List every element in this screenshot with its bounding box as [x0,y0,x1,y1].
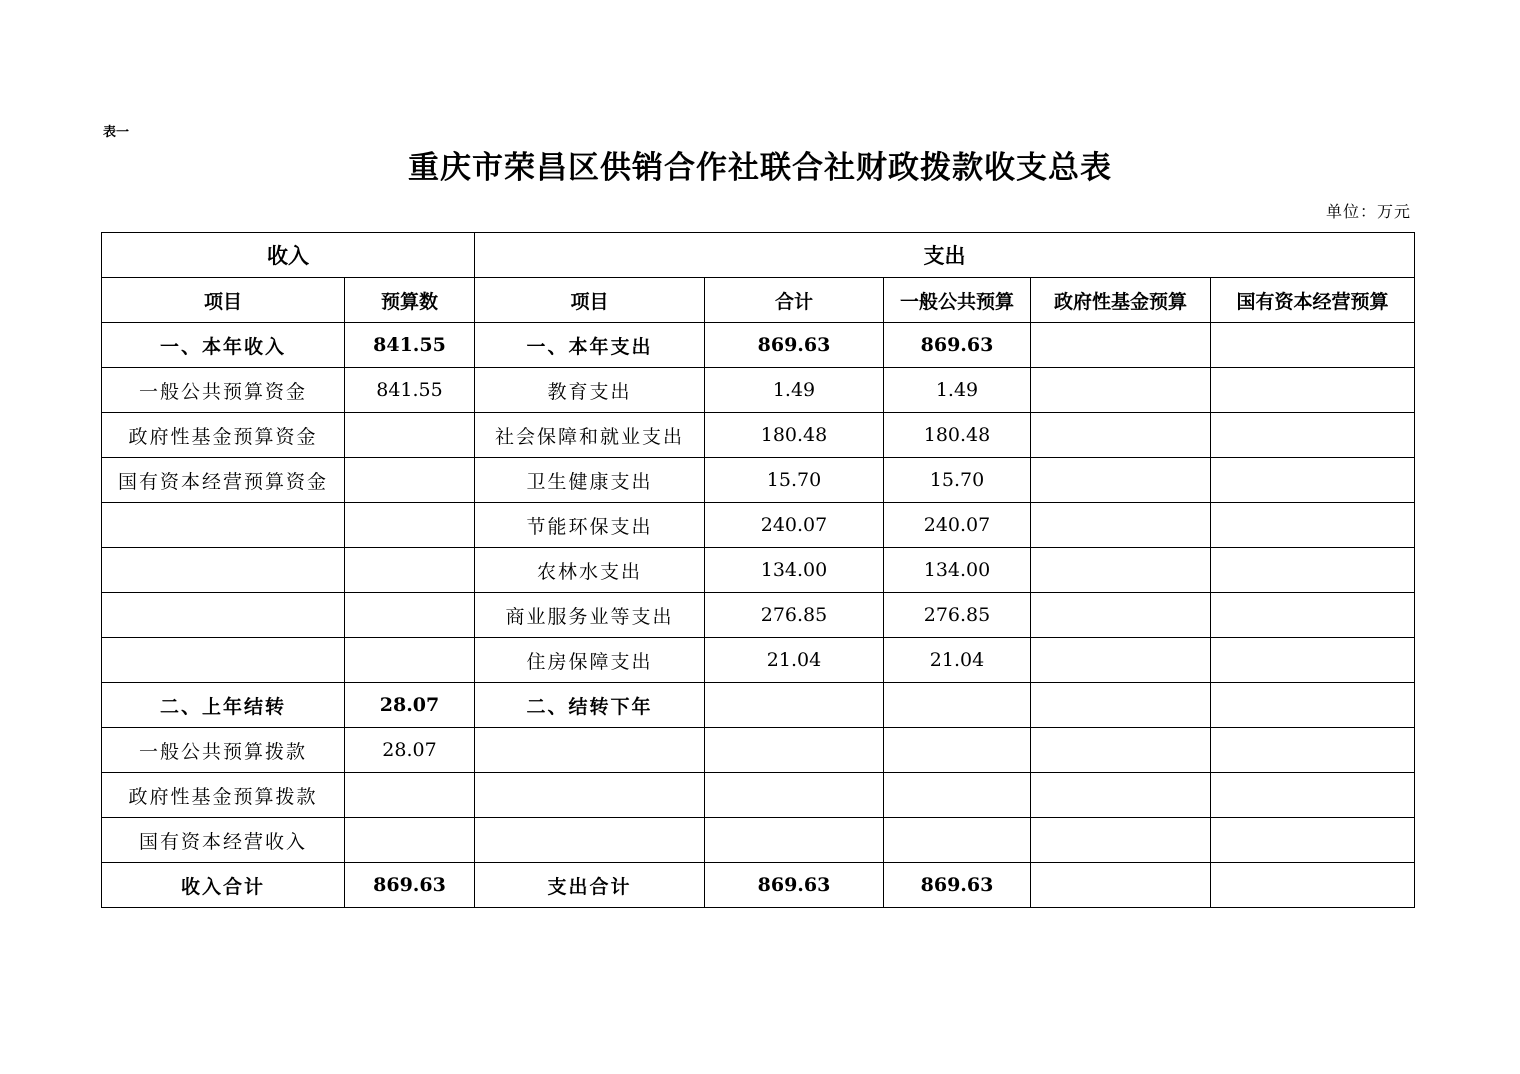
general-budget-cell: 276.85 [884,593,1031,638]
total-cell: 1.49 [705,368,884,413]
expenditure-item-cell [475,818,705,863]
column-header-fund-budget: 政府性基金预算 [1031,278,1211,323]
state-capital-budget-cell [1211,458,1415,503]
table-row [102,638,1415,683]
budget-summary-table [101,232,1415,908]
state-capital-budget-cell [1211,323,1415,368]
fund-budget-cell [1031,323,1211,368]
income-budget-cell [345,413,475,458]
fund-budget-cell [1031,728,1211,773]
fund-budget-cell [1031,683,1211,728]
state-capital-budget-cell [1211,413,1415,458]
expenditure-item-cell: 教育支出 [475,368,705,413]
table-row [102,503,1415,548]
column-header-state-capital-budget: 国有资本经营预算 [1211,278,1415,323]
state-capital-budget-cell [1211,638,1415,683]
state-capital-budget-cell [1211,593,1415,638]
table-row [102,683,1415,728]
total-cell: 240.07 [705,503,884,548]
income-budget-cell [345,503,475,548]
income-item-cell [102,548,345,593]
total-cell: 134.00 [705,548,884,593]
fund-budget-cell [1031,593,1211,638]
column-header-income-budget: 预算数 [345,278,475,323]
income-item-cell: 一般公共预算拨款 [102,728,345,773]
general-budget-cell: 869.63 [884,863,1031,908]
income-item-cell: 一、本年收入 [102,323,345,368]
state-capital-budget-cell [1211,503,1415,548]
income-budget-cell [345,638,475,683]
table-row [102,368,1415,413]
state-capital-budget-cell [1211,368,1415,413]
fund-budget-cell [1031,458,1211,503]
column-header-general-budget: 一般公共预算 [884,278,1031,323]
general-budget-cell [884,773,1031,818]
unit-label: 单位：万元 [1325,202,1411,221]
table-row [102,863,1415,908]
total-cell: 15.70 [705,458,884,503]
expenditure-item-cell: 商业服务业等支出 [475,593,705,638]
income-budget-cell: 28.07 [345,728,475,773]
expenditure-item-cell: 二、结转下年 [475,683,705,728]
table-row [102,728,1415,773]
state-capital-budget-cell [1211,728,1415,773]
general-budget-cell [884,683,1031,728]
income-item-cell [102,638,345,683]
total-cell: 869.63 [705,323,884,368]
general-budget-cell: 869.63 [884,323,1031,368]
page-title: 重庆市荣昌区供销合作社联合社财政拨款收支总表 [408,150,1112,186]
income-budget-cell: 28.07 [345,683,475,728]
income-group-header: 收入 [102,233,475,278]
table-row [102,548,1415,593]
state-capital-budget-cell [1211,818,1415,863]
fund-budget-cell [1031,773,1211,818]
table-tag: 表一 [103,125,130,140]
general-budget-cell: 134.00 [884,548,1031,593]
table-row [102,773,1415,818]
expenditure-item-cell: 一、本年支出 [475,323,705,368]
state-capital-budget-cell [1211,773,1415,818]
general-budget-cell [884,818,1031,863]
income-item-cell: 国有资本经营收入 [102,818,345,863]
total-cell: 276.85 [705,593,884,638]
income-budget-cell: 869.63 [345,863,475,908]
column-header-income-item: 项目 [102,278,345,323]
income-item-cell: 一般公共预算资金 [102,368,345,413]
fund-budget-cell [1031,548,1211,593]
expenditure-group-header: 支出 [475,233,1415,278]
fund-budget-cell [1031,638,1211,683]
income-item-cell [102,593,345,638]
income-item-cell: 收入合计 [102,863,345,908]
table-row [102,818,1415,863]
expenditure-item-cell: 农林水支出 [475,548,705,593]
total-cell [705,728,884,773]
expenditure-item-cell: 社会保障和就业支出 [475,413,705,458]
fund-budget-cell [1031,413,1211,458]
expenditure-item-cell: 卫生健康支出 [475,458,705,503]
table-row [102,323,1415,368]
income-item-cell [102,503,345,548]
income-budget-cell: 841.55 [345,323,475,368]
table-row [102,458,1415,503]
income-item-cell: 政府性基金预算拨款 [102,773,345,818]
total-cell: 869.63 [705,863,884,908]
income-budget-cell [345,548,475,593]
column-header-row [102,278,1415,323]
total-cell [705,773,884,818]
column-header-total: 合计 [705,278,884,323]
expenditure-item-cell: 住房保障支出 [475,638,705,683]
income-budget-cell: 841.55 [345,368,475,413]
fund-budget-cell [1031,818,1211,863]
table-row [102,593,1415,638]
general-budget-cell: 1.49 [884,368,1031,413]
expenditure-item-cell: 支出合计 [475,863,705,908]
general-budget-cell [884,728,1031,773]
total-cell: 21.04 [705,638,884,683]
fund-budget-cell [1031,863,1211,908]
fund-budget-cell [1031,503,1211,548]
income-budget-cell [345,593,475,638]
income-budget-cell [345,818,475,863]
income-budget-cell [345,773,475,818]
general-budget-cell: 240.07 [884,503,1031,548]
income-item-cell: 国有资本经营预算资金 [102,458,345,503]
expenditure-item-cell [475,728,705,773]
table-row [102,413,1415,458]
state-capital-budget-cell [1211,863,1415,908]
general-budget-cell: 21.04 [884,638,1031,683]
state-capital-budget-cell [1211,548,1415,593]
total-cell [705,818,884,863]
income-budget-cell [345,458,475,503]
income-item-cell: 二、上年结转 [102,683,345,728]
expenditure-item-cell: 节能环保支出 [475,503,705,548]
total-cell: 180.48 [705,413,884,458]
general-budget-cell: 180.48 [884,413,1031,458]
column-header-expenditure-item: 项目 [475,278,705,323]
group-header-row [102,233,1415,278]
state-capital-budget-cell [1211,683,1415,728]
general-budget-cell: 15.70 [884,458,1031,503]
fund-budget-cell [1031,368,1211,413]
expenditure-item-cell [475,773,705,818]
total-cell [705,683,884,728]
income-item-cell: 政府性基金预算资金 [102,413,345,458]
